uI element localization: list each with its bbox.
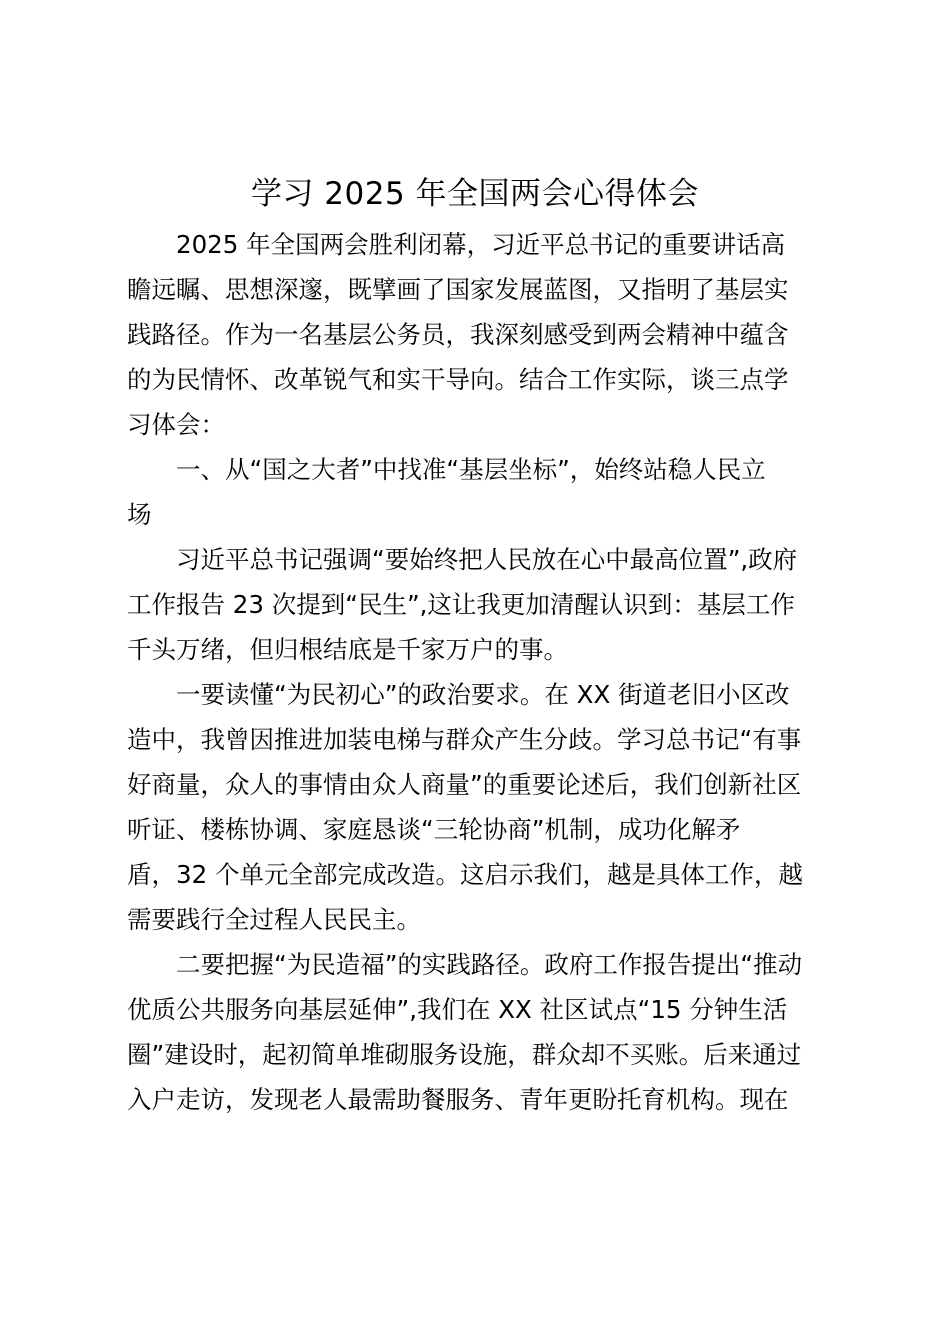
text-line: 听证、楼栋协调、家庭恳谈“三轮协商”机制，成功化解矛 — [127, 815, 741, 844]
text-line: 瞻远瞩、思想深邃，既擘画了国家发展蓝图，又指明了基层实 — [127, 275, 789, 304]
text-line: 的为民情怀、改革锐气和实干导向。结合工作实际，谈三点学 — [127, 365, 789, 394]
text-line: 二要把握“为民造福”的实践路径。政府工作报告提出“推动 — [127, 950, 803, 979]
text-line: 工作报告 23 次提到“民生”,这让我更加清醒认识到：基层工作 — [127, 590, 795, 619]
text-line: 千头万绪，但归根结底是千家万户的事。 — [127, 635, 568, 664]
text-line: 2025 年全国两会胜利闭幕，习近平总书记的重要讲话高 — [127, 230, 786, 259]
text-line: 造中，我曾因推进加装电梯与群众产生分歧。学习总书记“有事 — [127, 725, 802, 754]
text-line: 一要读懂“为民初心”的政治要求。在 XX 街道老旧小区改 — [127, 680, 790, 709]
document-title: 学习 2025 年全国两会心得体会 — [250, 176, 700, 212]
section-heading-line: 场 — [127, 500, 152, 529]
text-line: 好商量，众人的事情由众人商量”的重要论述后，我们创新社区 — [127, 770, 802, 799]
text-line: 圈”建设时，起初简单堆砌服务设施，群众却不买账。后来通过 — [127, 1040, 802, 1069]
text-line: 习体会： — [127, 410, 225, 439]
document-body — [127, 222, 832, 1122]
text-line: 习近平总书记强调“要始终把人民放在心中最高位置”,政府 — [127, 545, 798, 574]
text-line: 盾，32 个单元全部完成改造。这启示我们，越是具体工作，越 — [127, 860, 803, 889]
text-line: 入户走访，发现老人最需助餐服务、青年更盼托育机构。现在 — [127, 1085, 789, 1114]
text-line: 优质公共服务向基层延伸”,我们在 XX 社区试点“15 分钟生活 — [127, 995, 788, 1024]
section-heading-line: 一、从“国之大者”中找准“基层坐标”，始终站稳人民立 — [127, 455, 766, 484]
text-line: 需要践行全过程人民民主。 — [127, 905, 421, 934]
text-line: 践路径。作为一名基层公务员，我深刻感受到两会精神中蕴含 — [127, 320, 789, 349]
